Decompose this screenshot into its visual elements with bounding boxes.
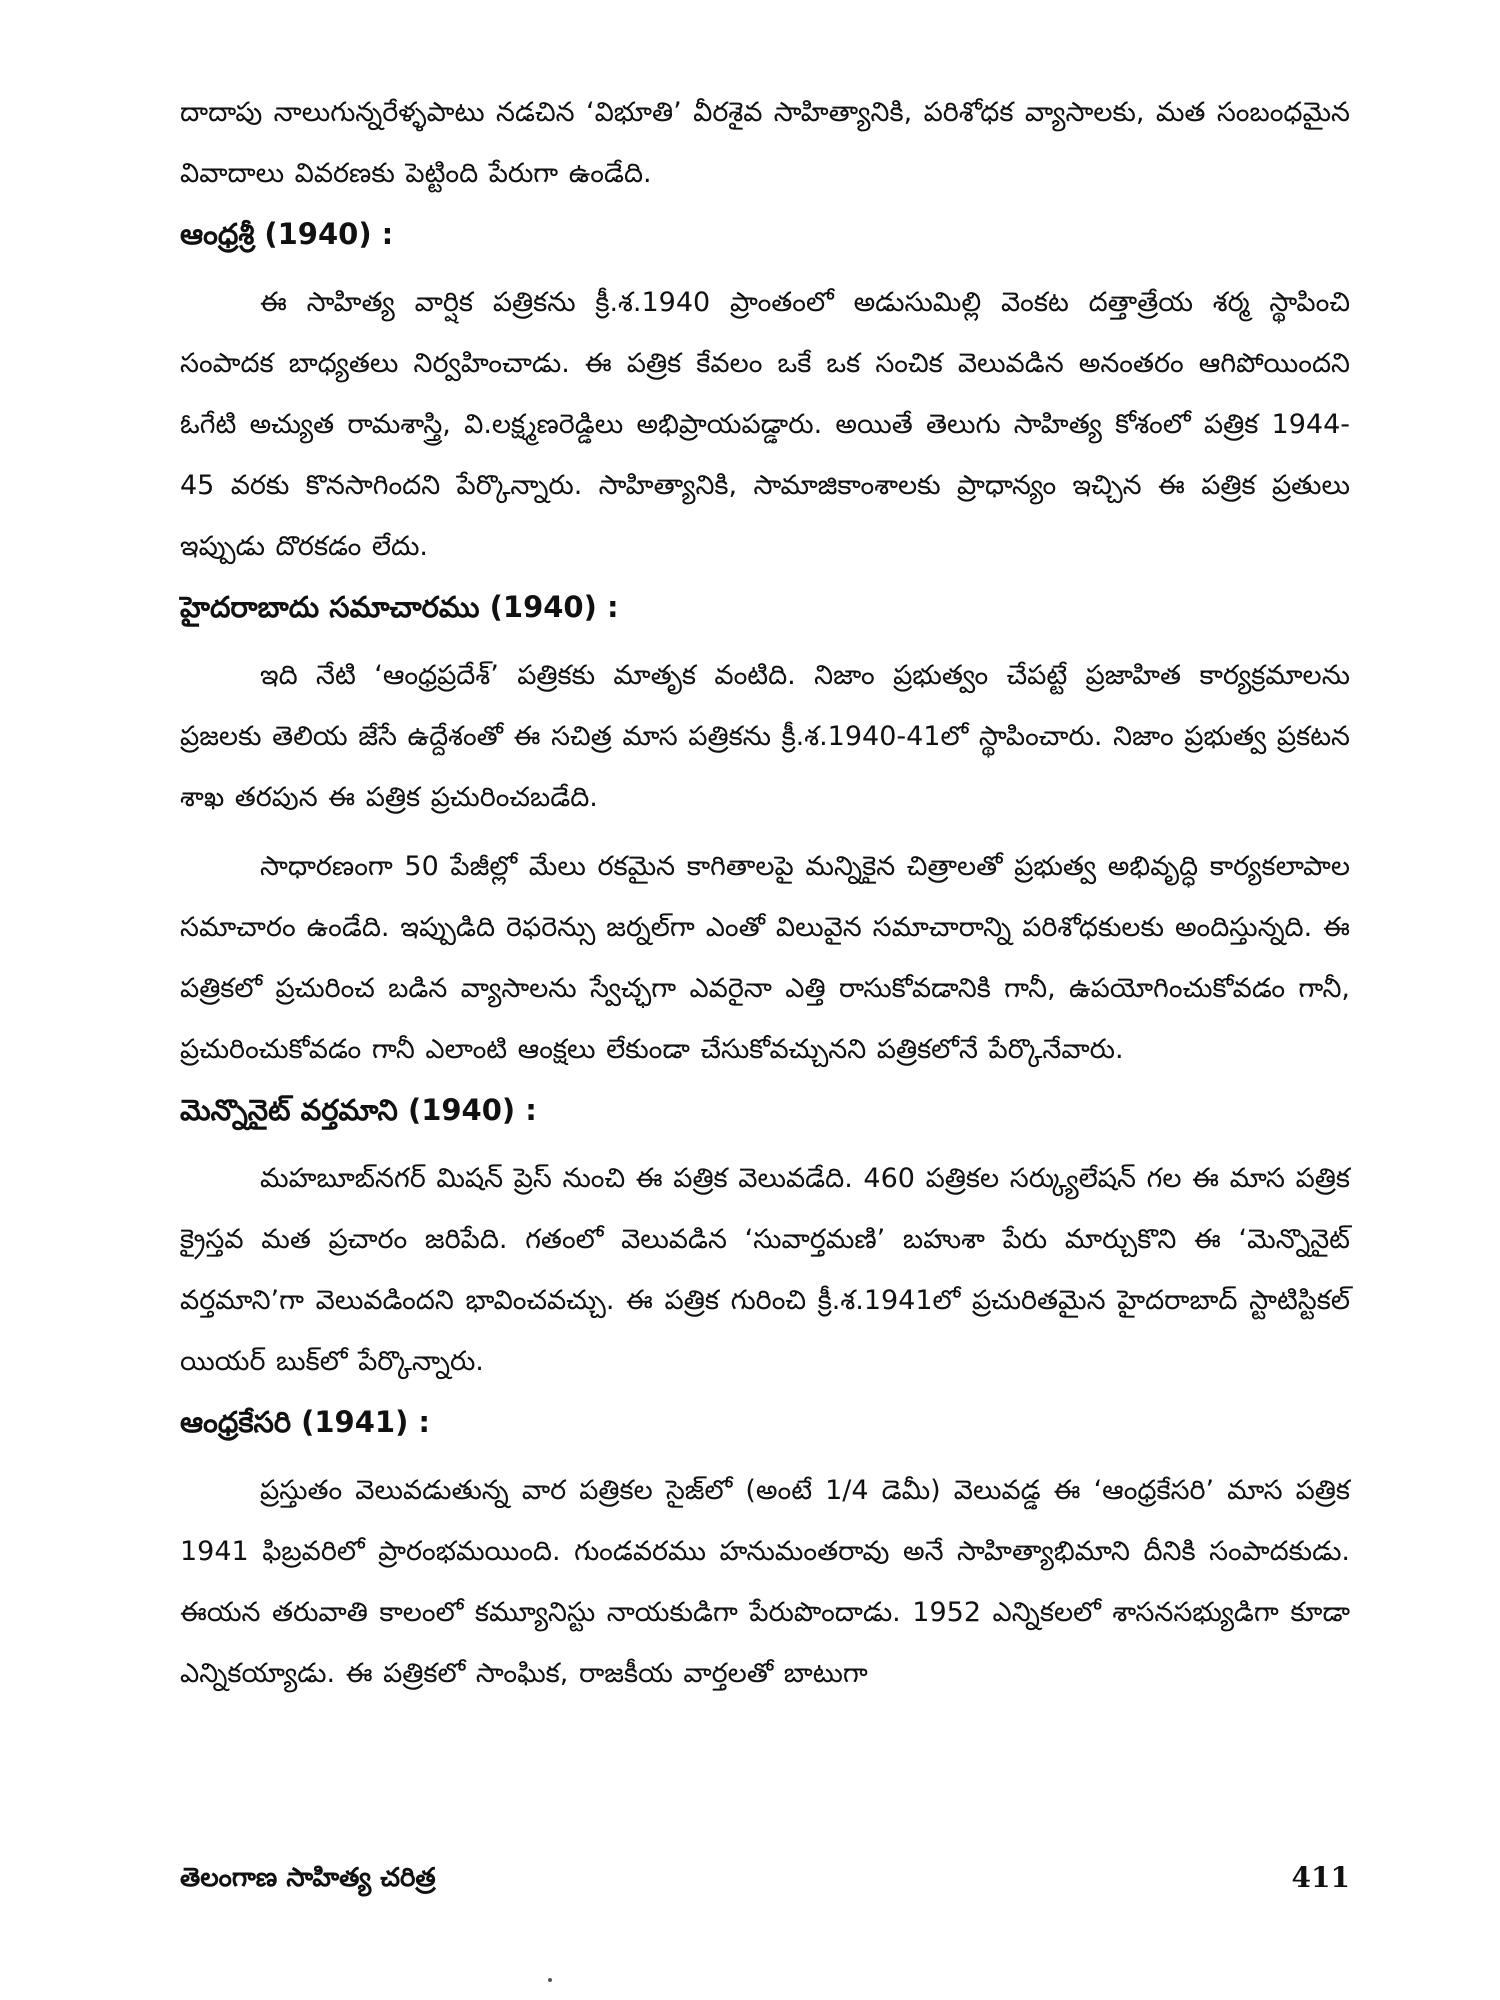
heading-mennonite-vartamani: మెన్నొనైట్ వర్తమాని (1940) : <box>180 1093 537 1127</box>
paragraph-andhrakesari: ప్రస్తుతం వెలువడుతున్న వార పత్రికల సైజ్‌లో (అంటే 1/4 డెమీ) వెలువడ్డ ఈ ‘ఆంధ్రకేసరి’ మాస పత్రిక 1941 ఫిబ్రవరిలో ప్రారంభమయింది. గుండవరము హనుమంతరావు అనే సాహిత్యాభిమాని దీనికి సంపాదకుడు. ఈయన తరువాతి కాలంలో కమ్యూనిస్టు నాయకుడిగా పేరుపొందాడు. 1952 ఎన్నికలలో శాసనసభ్యుడిగా కూడా ఎన్నికయ్యాడు. ఈ పత్రికలో సాంఘిక, రాజకీయ వార్తలతో బాటుగా <box>180 1475 1350 1689</box>
paragraph-vibhuti-continuation: దాదాపు నాలుగున్నరేళ్ళపాటు నడచిన ‘విభూతి’ వీరశైవ సాహిత్యానికి, పరిశోధక వ్యాసాలకు, మత సంబంధమైన వివాదాలు వివరణకు పెట్టింది పేరుగా ఉండేది. <box>180 97 1350 189</box>
footer-book-title: తెలంగాణ సాహిత్య చరిత్ర <box>180 1863 436 1893</box>
page-body <box>180 82 1350 1712</box>
heading-andhrasri: ఆంధ్రశ్రీ (1940) : <box>180 217 394 251</box>
page-number: 411 <box>1291 1861 1350 1894</box>
paragraph-hyderabad-samacharamu-1: ఇది నేటి ‘ఆంధ్రప్రదేశ్’ పత్రికకు మాతృక వంటిది. నిజాం ప్రభుత్వం చేపట్టే ప్రజాహిత కార్యక్రమాలను ప్రజలకు తెలియ జేసే ఉద్దేశంతో ఈ సచిత్ర మాస పత్రికను క్రీ.శ.1940-41లో స్థాపించారు. నిజాం ప్రభుత్వ ప్రకటన శాఖ తరపున ఈ పత్రిక ప్రచురించబడేది. <box>180 660 1350 813</box>
heading-andhrakesari: ఆంధ్రకేసరి (1941) : <box>180 1405 431 1439</box>
paragraph-mennonite-vartamani: మహబూబ్‌నగర్ మిషన్ ప్రెస్ నుంచి ఈ పత్రిక వెలువడేది. 460 పత్రికల సర్క్యులేషన్ గల ఈ మాస పత్రిక క్రైస్తవ మత ప్రచారం జరిపేది. గతంలో వెలువడిన ‘సువార్తమణి’ బహుశా పేరు మార్చుకొని ఈ ‘మెన్నొనైట్ వర్తమాని’గా వెలువడిందని భావించవచ్చు. ఈ పత్రిక గురించి క్రీ.శ.1941లో ప్రచురితమైన హైదరాబాద్ స్టాటిస్టికల్ యియర్ బుక్‌లో పేర్కొన్నారు. <box>180 1163 1350 1377</box>
page-footer <box>180 1858 1350 1898</box>
paragraph-hyderabad-samacharamu-2: సాధారణంగా 50 పేజీల్లో మేలు రకమైన కాగితాలపై మన్నికైన చిత్రాలతో ప్రభుత్వ అభివృద్ధి కార్యకలాపాల సమాచారం ఉండేది. ఇప్పుడిది రెఫరెన్సు జర్నల్‌గా ఎంతో విలువైన సమాచారాన్ని పరిశోధకులకు అందిస్తున్నది. ఈ పత్రికలో ప్రచురించ బడిన వ్యాసాలను స్వేచ్ఛగా ఎవరైనా ఎత్తి రాసుకోవడానికి గానీ, ఉపయోగించుకోవడం గానీ, ప్రచురించుకోవడం గానీ ఎలాంటి ఆంక్షలు లేకుండా చేసుకోవచ్చునని పత్రికలోనే పేర్కొనేవారు. <box>180 851 1350 1065</box>
heading-hyderabad-samacharamu: హైదరాబాదు సమాచారము (1940) : <box>180 590 619 624</box>
scan-speck <box>548 1978 552 1982</box>
paragraph-andhrasri: ఈ సాహిత్య వార్షిక పత్రికను క్రీ.శ.1940 ప్రాంతంలో అడుసుమిల్లి వెంకట దత్తాత్రేయ శర్మ స్థాపించి సంపాదక బాధ్యతలు నిర్వహించాడు. ఈ పత్రిక కేవలం ఒకే ఒక సంచిక వెలువడిన అనంతరం ఆగిపోయిందని ఓగేటి అచ్యుత రామశాస్త్రి, వి.లక్ష్మణరెడ్డిలు అభిప్రాయపడ్డారు. అయితే తెలుగు సాహిత్య కోశంలో పత్రిక 1944-45 వరకు కొనసాగిందని పేర్కొన్నారు. సాహిత్యానికి, సామాజికాంశాలకు ప్రాధాన్యం ఇచ్చిన ఈ పత్రిక ప్రతులు ఇప్పుడు దొరకడం లేదు. <box>180 287 1350 562</box>
